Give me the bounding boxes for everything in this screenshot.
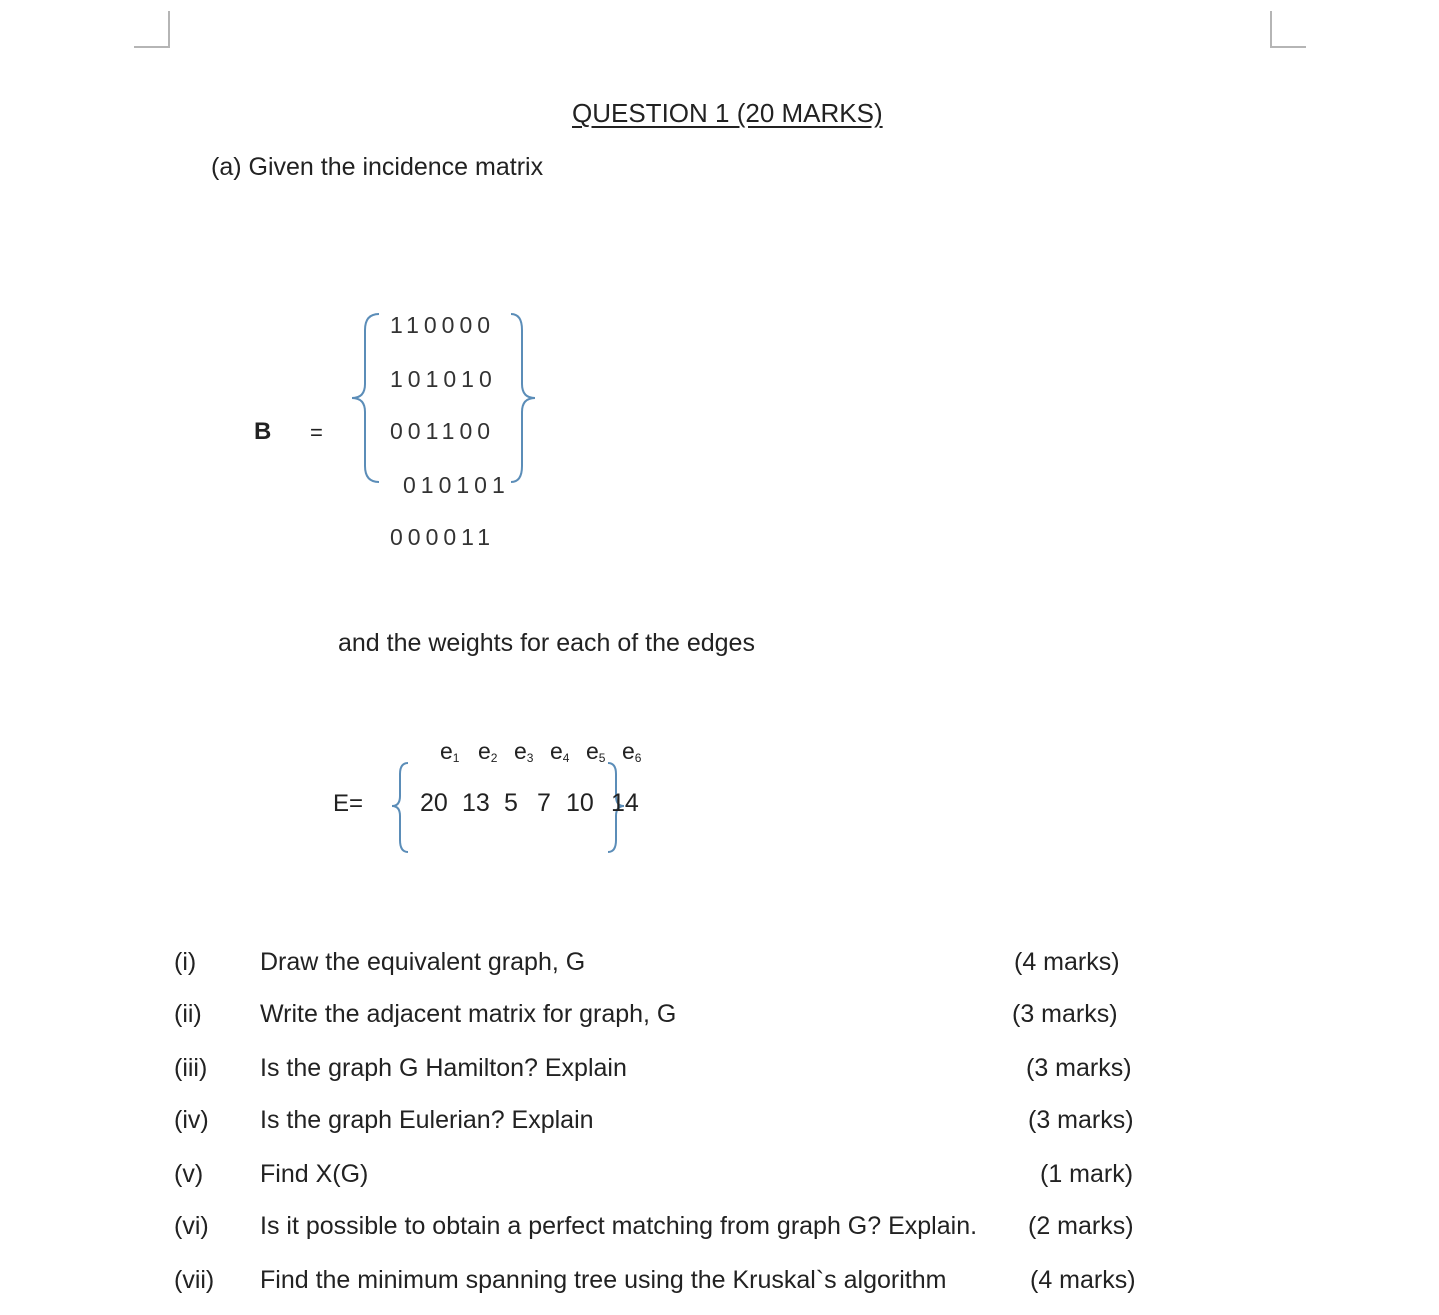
edge-label-5: $e_5$ (586, 738, 606, 765)
question-marks-v: (1 mark) (1040, 1160, 1134, 1188)
weights-variable: E= (333, 790, 364, 817)
question-marks-iv: (3 marks) (1028, 1106, 1134, 1134)
question-number-iv: (iv) (174, 1106, 209, 1134)
question-number-ii: (ii) (174, 1000, 202, 1028)
question-marks-vii: (4 marks) (1030, 1266, 1136, 1294)
edge-label-3: $e_3$ (514, 738, 534, 765)
matrix-equals-sign: = (310, 420, 323, 445)
edge-label-2: $e_2$ (478, 738, 498, 765)
question-number-v: (v) (174, 1160, 204, 1188)
weight-value-5: 10 (566, 789, 594, 817)
question-marks-ii: (3 marks) (1012, 1000, 1118, 1028)
edge-label-6: $e_6$ (622, 738, 642, 765)
question-text-iii: Is the graph G Hamilton? Explain (260, 1054, 627, 1082)
question-marks-i: (4 marks) (1014, 948, 1120, 976)
matrix-left-brace (345, 310, 385, 488)
matrix-row-5: 000011 (390, 524, 496, 550)
part-a-intro: (a) Given the incidence matrix (211, 153, 544, 181)
matrix-row-2: 101010 (390, 366, 497, 392)
question-text-ii: Write the adjacent matrix for graph, G (260, 1000, 677, 1028)
weight-value-2: 13 (462, 789, 490, 817)
matrix-variable: B (254, 418, 272, 445)
matrix-right-brace (505, 310, 545, 488)
question-number-vi: (vi) (174, 1212, 209, 1240)
weight-value-3: 5 (504, 789, 518, 817)
question-text-vii: Find the minimum spanning tree using the Kruskal`s algorithm (260, 1266, 947, 1294)
question-text-iv: Is the graph Eulerian? Explain (260, 1106, 594, 1134)
question-text-vi: Is it possible to obtain a perfect matching from graph G? Explain. (260, 1212, 978, 1240)
matrix-row-3: 001100 (390, 418, 496, 444)
question-number-iii: (iii) (174, 1054, 208, 1082)
question-title: QUESTION 1 (20 MARKS) (572, 98, 883, 128)
question-number-i: (i) (174, 948, 197, 976)
weights-left-brace (388, 760, 418, 856)
weight-value-1: 20 (420, 789, 448, 817)
page-corner-mark-right (1270, 11, 1306, 48)
question-text-i: Draw the equivalent graph, G (260, 948, 586, 976)
question-marks-vi: (2 marks) (1028, 1212, 1134, 1240)
question-marks-iii: (3 marks) (1026, 1054, 1132, 1082)
page-corner-mark-left (134, 11, 170, 48)
weight-value-4: 7 (537, 789, 551, 817)
matrix-row-1: 110000 (390, 312, 496, 338)
matrix-row-4: 010101 (403, 472, 510, 498)
weight-value-6: 14 (611, 789, 639, 817)
question-text-v: Find X(G) (260, 1160, 369, 1188)
edge-label-1: $e_1$ (440, 738, 460, 765)
question-number-vii: (vii) (174, 1266, 215, 1294)
edge-label-4: $e_4$ (550, 738, 570, 765)
weights-intro: and the weights for each of the edges (338, 629, 755, 657)
